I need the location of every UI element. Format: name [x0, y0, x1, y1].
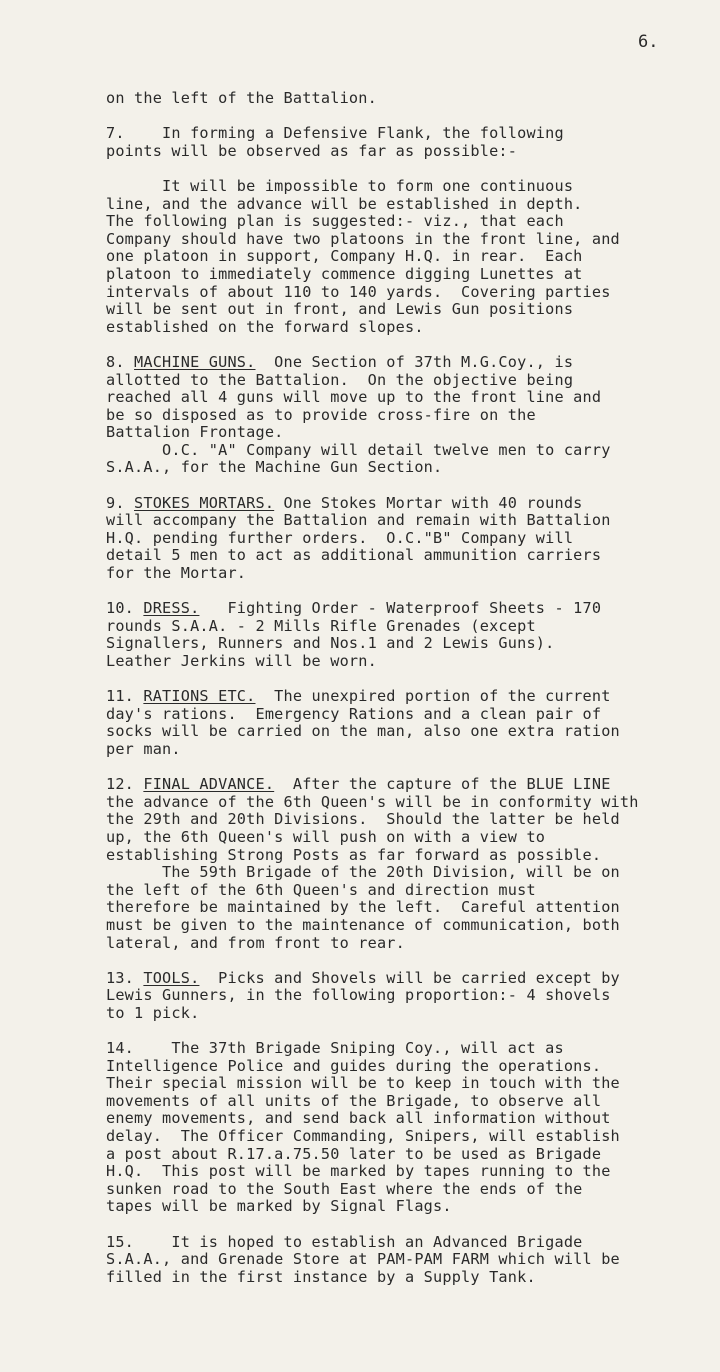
text-line: Signallers, Runners and Nos.1 and 2 Lewis Guns).	[106, 634, 555, 653]
text-line: socks will be carried on the man, also one extra ration	[106, 722, 620, 741]
document-body	[106, 90, 718, 1286]
blank-line	[106, 336, 718, 354]
section-heading: FINAL ADVANCE.	[143, 775, 275, 794]
text-line: movements of all units of the Brigade, to observe all	[106, 1091, 602, 1110]
text-line: detail 5 men to act as additional ammunition carriers	[106, 546, 602, 565]
page-number: 6.	[638, 32, 659, 52]
text-line: line, and the advance will be established in depth.	[106, 194, 583, 213]
text-line: on the left of the Battalion.	[106, 90, 377, 107]
text-line: platoon to immediately commence digging Lunettes at	[106, 264, 583, 283]
text-line: will be sent out in front, and Lewis Gun positions	[106, 300, 574, 319]
text-line: Their special mission will be to keep in touch with the	[106, 1074, 620, 1093]
text-line: 11. RATIONS ETC. The unexpired portion of the current	[106, 687, 611, 706]
text-line: 12. FINAL ADVANCE. After the capture of the BLUE LINE	[106, 775, 611, 794]
text-line: H.Q. pending further orders. O.C."B" Company will	[106, 528, 574, 547]
text-line: the advance of the 6th Queen's will be in conformity with	[106, 792, 639, 811]
text-line: established on the forward slopes.	[106, 317, 424, 336]
text-line: must be given to the maintenance of communication, both	[106, 915, 620, 934]
text-line: S.A.A., and Grenade Store at PAM-PAM FARM which will be	[106, 1250, 620, 1269]
text-line: a post about R.17.a.75.50 later to be used as Brigade	[106, 1144, 602, 1163]
section-heading: STOKES MORTARS.	[134, 493, 275, 512]
text-line: allotted to the Battalion. On the objective being	[106, 370, 574, 389]
text-line: intervals of about 110 to 140 yards. Covering parties	[106, 282, 611, 301]
text-line: establishing Strong Posts as far forward as possible.	[106, 845, 602, 864]
section-heading: TOOLS.	[143, 968, 200, 987]
text-line: for the Mortar.	[106, 564, 247, 583]
blank-line	[106, 583, 718, 601]
text-line: 15. It is hoped to establish an Advanced Brigade	[106, 1232, 583, 1251]
text-line: 14. The 37th Brigade Sniping Coy., will act as	[106, 1039, 564, 1058]
text-line: Battalion Frontage.	[106, 423, 284, 442]
text-line: Company should have two platoons in the front line, and	[106, 229, 620, 248]
text-line: lateral, and from front to rear.	[106, 933, 405, 952]
text-line: Intelligence Police and guides during the operations.	[106, 1056, 602, 1075]
text-line: to 1 pick.	[106, 1003, 200, 1022]
blank-line	[106, 671, 718, 689]
text-line: Leather Jerkins will be worn.	[106, 652, 377, 670]
text-line: 10. DRESS. Fighting Order - Waterproof Sheets - 170	[106, 599, 602, 618]
text-line: 7. In forming a Defensive Flank, the following	[106, 124, 564, 143]
text-line: one platoon in support, Company H.Q. in rear. Each	[106, 247, 583, 266]
blank-line	[106, 1216, 718, 1234]
text-line: 9. STOKES MORTARS. One Stokes Mortar with 40 rounds	[106, 493, 583, 512]
text-line: O.C. "A" Company will detail twelve men to carry	[106, 440, 611, 459]
text-line: The 59th Brigade of the 20th Division, will be on	[106, 863, 620, 882]
text-line: tapes will be marked by Signal Flags.	[106, 1197, 452, 1216]
text-line: per man.	[106, 739, 181, 758]
text-line: rounds S.A.A. - 2 Mills Rifle Grenades (except	[106, 616, 536, 635]
section-heading: MACHINE GUNS.	[134, 352, 256, 371]
text-line: points will be observed as far as possible:-	[106, 141, 518, 160]
text-line: therefore be maintained by the left. Careful attention	[106, 898, 620, 917]
text-line: 13. TOOLS. Picks and Shovels will be carried except by	[106, 968, 620, 987]
text-line: the 29th and 20th Divisions. Should the latter be held	[106, 810, 620, 829]
text-line: S.A.A., for the Machine Gun Section.	[106, 458, 443, 477]
blank-line	[106, 952, 718, 970]
text-line: H.Q. This post will be marked by tapes running to the	[106, 1162, 611, 1181]
text-line: reached all 4 guns will move up to the front line and	[106, 388, 602, 407]
section-heading: DRESS.	[143, 599, 200, 618]
text-line: enemy movements, and send back all information without	[106, 1109, 611, 1128]
text-line: The following plan is suggested:- viz., that each	[106, 212, 564, 231]
text-line: delay. The Officer Commanding, Snipers, will establish	[106, 1127, 620, 1146]
text-line: day's rations. Emergency Rations and a clean pair of	[106, 704, 602, 723]
text-line: filled in the first instance by a Supply Tank.	[106, 1267, 536, 1286]
text-line: sunken road to the South East where the ends of the	[106, 1179, 583, 1198]
blank-line	[106, 759, 718, 777]
text-line: will accompany the Battalion and remain with Battalion	[106, 511, 611, 530]
text-line: the left of the 6th Queen's and direction must	[106, 880, 536, 899]
text-line: be so disposed as to provide cross-fire on the	[106, 405, 536, 424]
text-line: Lewis Gunners, in the following proportion:- 4 shovels	[106, 986, 611, 1005]
section-heading: RATIONS ETC.	[143, 687, 256, 706]
text-line: It will be impossible to form one continuous	[106, 176, 574, 195]
text-line: up, the 6th Queen's will push on with a view to	[106, 827, 546, 846]
blank-line	[106, 108, 718, 126]
blank-line	[106, 477, 718, 495]
text-line: 8. MACHINE GUNS. One Section of 37th M.G.Coy., is	[106, 352, 574, 371]
blank-line	[106, 160, 718, 178]
blank-line	[106, 1022, 718, 1040]
